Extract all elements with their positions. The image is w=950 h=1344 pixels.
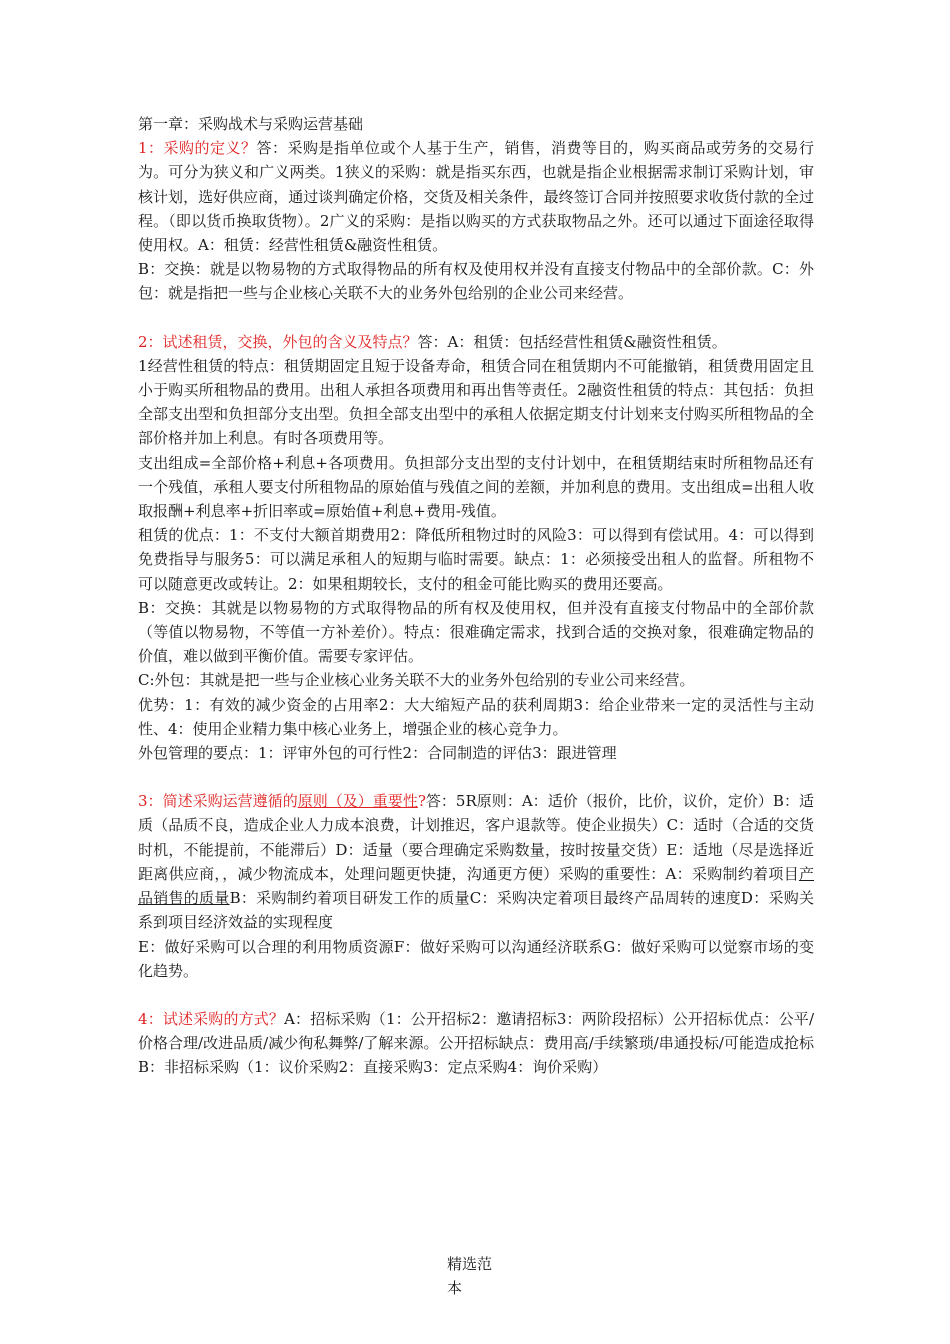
q2-answer: 答：A：租赁：包括经营性租赁&融资性租赁。	[417, 332, 727, 351]
document-body	[138, 112, 814, 1080]
q2-para-4: C:外包：其就是把一些与企业核心业务关联不大的业务外包给别的专业公司来经营。	[138, 671, 695, 690]
q1-title: 1：采购的定义？	[138, 139, 257, 158]
q1-paragraph	[138, 136, 814, 257]
q3-title-c: ?	[417, 792, 426, 811]
q2-para-3: B：交换：其就是以物易物的方式取得物品的所有权及使用权，但并没有直接支付物品中的全部价款（等值以物易物，不等值一方补差价）。特点：很难确定需求，找到合适的交换对象，很难确定物品的价值，难以做到平衡价值。需要专家评估。	[138, 598, 814, 666]
q1-answer: 答：采购是指单位或个人基于生产，销售，消费等目的，购买商品或劳务的交易行为。可分为狭义和广义两类。1狭义的采购：就是指买东西，也就是指企业根据需求制订采购计划，审核计划，选好供应商，通过谈判确定价格，交货及相关条件，最终签订合同并按照要求收货付款的全过程。（即以货币换取货物）。2广义的采购：是指以购买的方式获取物品之外。还可以通过下面途径取得使用权。A：租赁：经营性租赁&融资性租赁。	[138, 139, 814, 255]
q2-title: 2：试述租赁，交换，外包的含义及特点？	[138, 332, 418, 351]
q3-paragraph-2: E：做好采购可以合理的利用物质资源F：做好采购可以沟通经济联系G：做好采购可以觉察市场的变化趋势。	[138, 937, 814, 980]
spacer	[138, 765, 814, 789]
q1-paragraph-2: B：交换：就是以物易物的方式取得物品的所有权及使用权并没有直接支付物品中的全部价款。C：外包：就是指把一些与企业核心关联不大的业务外包给别的企业公司来经营。	[138, 260, 814, 303]
chapter-title: 第一章：采购战术与采购运营基础	[138, 115, 364, 133]
footer-line-2: 本	[447, 1279, 463, 1297]
q4-paragraph	[138, 1007, 814, 1080]
q4-title: 4：试述采购的方式？	[138, 1009, 285, 1028]
q3-title-a: 3：简述采购运营遵循的	[138, 792, 298, 811]
spacer	[138, 306, 814, 330]
q2-paragraph	[138, 330, 814, 354]
q3-paragraph	[138, 789, 814, 934]
q2-para-5: 优势：1：有效的减少资金的占用率2：大大缩短产品的获利周期3：给企业带来一定的灵活性与主动性、4：使用企业精力集中核心业务上，增强企业的核心竞争力。	[138, 695, 814, 738]
q3-title-underlined: 原则（及）重要性	[297, 792, 418, 811]
q4-answer: A：招标采购（1：公开招标2：邀请招标3：两阶段招标）公开招标优点：公平/价格合理/改进品质/减少徇私舞弊/了解来源。公开招标缺点：费用高/手续繁琐/串通投标/可能造成抢标B：非招标采购（1：议价采购2：直接采购3：定点采购4：询价采购）	[138, 1009, 814, 1077]
page-footer	[447, 1252, 507, 1300]
footer-line-1: 精选范	[447, 1255, 493, 1273]
q3-answer-a: 答：5R原则：A：适价（报价，比价，议价，定价）B：适质（品质不良，造成企业人力成本浪费，计划推迟，客户退款等。使企业损失）C：适时（合适的交货时机，不能提前，不能滞后）D：适量（要合理确定采购数量，按时按量交货）E：适地（尽是选择近距离供应商，，减少物流成本，处理问题更快捷，沟通更方便）采购的重要性：A：采购制约着项目	[138, 792, 814, 883]
q2-para-6: 外包管理的要点：1：评审外包的可行性2：合同制造的评估3：跟进管理	[138, 744, 617, 763]
q3-answer-b: B：采购制约着项目研发工作的质量C：采购决定着项目最终产品周转的速度D：采购关系到项目经济效益的实现程度	[138, 889, 814, 932]
q2-para-0: 1经营性租赁的特点：租赁期固定且短于设备寿命，租赁合同在租赁期内不可能撤销，租赁费用固定且小于购买所租物品的费用。出租人承担各项费用和再出售等责任。2融资性租赁的特点：其包括：负担全部支出型和负担部分支出型。负担全部支出型中的承租人依据定期支付计划来支付购买所租物品的全部价格并加上利息。有时各项费用等。	[138, 356, 814, 448]
spacer	[138, 983, 814, 1007]
q3-answer-underlined: 产品销售的质量	[138, 864, 814, 908]
q2-para-2: 租赁的优点：1：不支付大额首期费用2：降低所租物过时的风险3：可以得到有偿试用。4：可以得到免费指导与服务5：可以满足承租人的短期与临时需要。缺点：1：必须接受出租人的监督。所租物不可以随意更改或转让。2：如果租期较长，支付的租金可能比购买的费用还要高。	[138, 526, 814, 593]
q2-para-1: 支出组成=全部价格+利息+各项费用。负担部分支出型的支付计划中，在租赁期结束时所租物品还有一个残值，承租人要支付所租物品的原始值与残值之间的差额，并加利息的费用。支出组成=出租人收取报酬+利息率+折旧率或=原始值+利息+费用-残值。	[138, 453, 814, 521]
